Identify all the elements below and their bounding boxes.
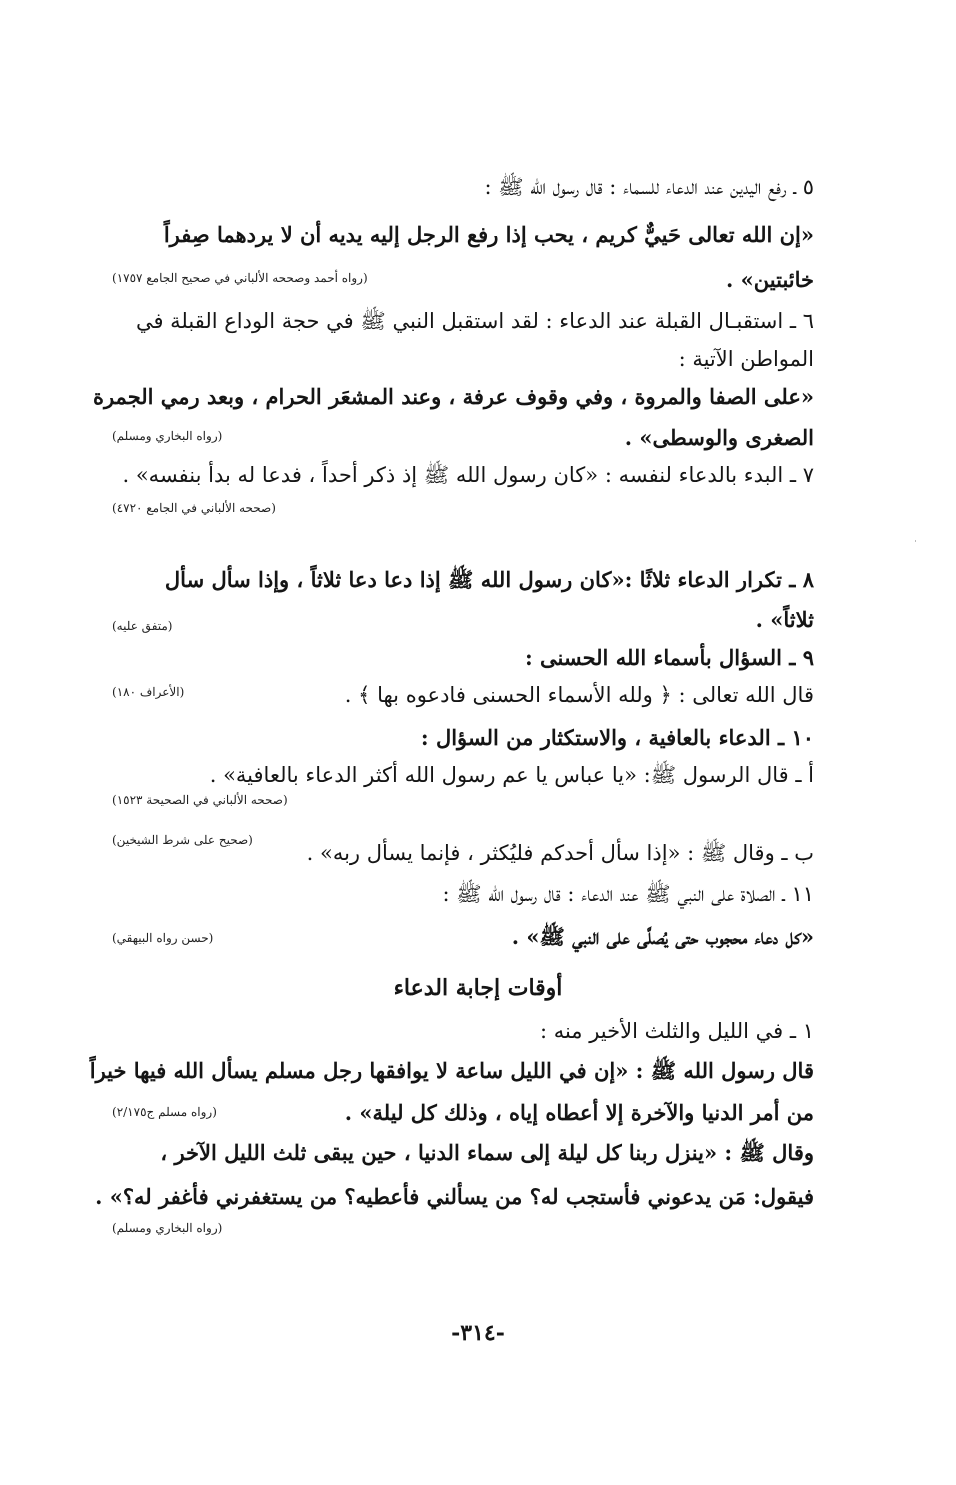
- item-8-line: ثلاثاً» .: [755, 607, 814, 632]
- hadith-line: قال رسول الله ﷺ : «إن في الليل ساعة لا يوافقها رجل مسلم يسأل الله فيها خيراً: [89, 1058, 814, 1083]
- reference: (صححه الألباني في الصحيحة ١٥٢٣): [112, 793, 288, 807]
- quran-line: قال الله تعالى : ﴿ ولله الأسماء الحسنى فادعوه بها ﴾ .: [344, 683, 814, 707]
- reference: (الأعراف ١٨٠): [112, 685, 185, 699]
- reference: (حسن رواه البيهقي): [112, 931, 214, 945]
- hadith-line: خائبتين» .: [726, 267, 814, 292]
- item-6-line: المواطن الآتية :: [678, 347, 814, 371]
- reference: (رواه مسلم ج٢/١٧٥): [112, 1105, 217, 1119]
- item-10a-line: أ ـ قال الرسول ﷺ: «يا عباس يا عم رسول الله أكثر الدعاء بالعافية» .: [209, 763, 814, 787]
- item-10b-line: ب ـ وقال ﷺ : «إذا سأل أحدكم فليُكثر ، فإنما يسأل ربه» .: [306, 841, 814, 865]
- hadith-line: وقال ﷺ : «ينزل ربنا كل ليلة إلى سماء الدنيا ، حين يبقى ثلث الليل الآخر ،: [160, 1140, 814, 1165]
- scan-mark: [915, 540, 916, 542]
- hadith-line: من أمر الدنيا والآخرة إلا أعطاه إياه ، وذلك كل ليلة» .: [344, 1100, 814, 1125]
- hadith-line: «على الصفا والمروة ، وفي وقوف عرفة ، وعند المشعَر الحرام ، وبعد رمي الجمرة: [92, 384, 814, 409]
- item-6-line: ٦ ـ استقبـال القبلة عند الدعاء : لقد استقبل النبي ﷺ في حجة الوداع القبلة في: [135, 309, 814, 333]
- item-9-line: ٩ ـ السؤال بأسماء الله الحسنى :: [524, 645, 814, 670]
- item-7-line: ٧ ـ البدء بالدعاء لنفسه : «كان رسول الله ﷺ إذ ذكر أحداً ، فدعا له بدأ بنفسه» .: [122, 463, 814, 487]
- reference: (صحيح على شرط الشيخين): [112, 833, 253, 847]
- reference: (رواه البخاري ومسلم): [112, 429, 223, 443]
- hadith-line: الصغرى والوسطى» .: [624, 425, 814, 450]
- item-8-line: ٨ ـ تكرار الدعاء ثلاثًا :«كان رسول الله ﷺ إذا دعا دعا ثلاثاً ، وإذا سأل سأل: [164, 567, 814, 592]
- item-5-line: ٥ ـ رفع اليدين عند الدعاء للسماء : قال رسول الله ﷺ :: [484, 175, 814, 199]
- hadith-line: فيقول: مَن يدعوني فأستجب له؟ من يسألني فأعطيه؟ من يستغفرني فأغفر له؟» .: [95, 1184, 814, 1209]
- item-11-line: ١١ ـ الصلاة على النبي ﷺ عند الدعاء : قال رسول الله ﷺ :: [442, 882, 814, 906]
- reference: (رواه أحمد وصححه الألباني في صحيح الجامع ١٧٥٧): [112, 271, 368, 285]
- reference: (رواه البخاري ومسلم): [112, 1221, 223, 1235]
- reference: (متفق عليه): [112, 619, 173, 633]
- page-number: -٣١٤-: [451, 1320, 505, 1346]
- hadith-line: «إن الله تعالى حَييٌّ كريم ، يحب إذا رفع الرجل إليه يديه أن لا يردهما صِفراً: [163, 222, 814, 247]
- hadith-line: «كل دعاء محجوب حتى يُصلَّى على النبي ﷺ» .: [511, 924, 814, 949]
- reference: (صححه الألباني في الجامع ٤٧٢٠): [112, 501, 276, 515]
- section-heading: أوقات إجابة الدعاء: [393, 975, 563, 1001]
- time-1-line: ١ ـ في الليل والثلث الأخير منه :: [539, 1019, 814, 1043]
- item-10-line: ١٠ ـ الدعاء بالعافية ، والاستكثار من السؤال :: [420, 725, 814, 750]
